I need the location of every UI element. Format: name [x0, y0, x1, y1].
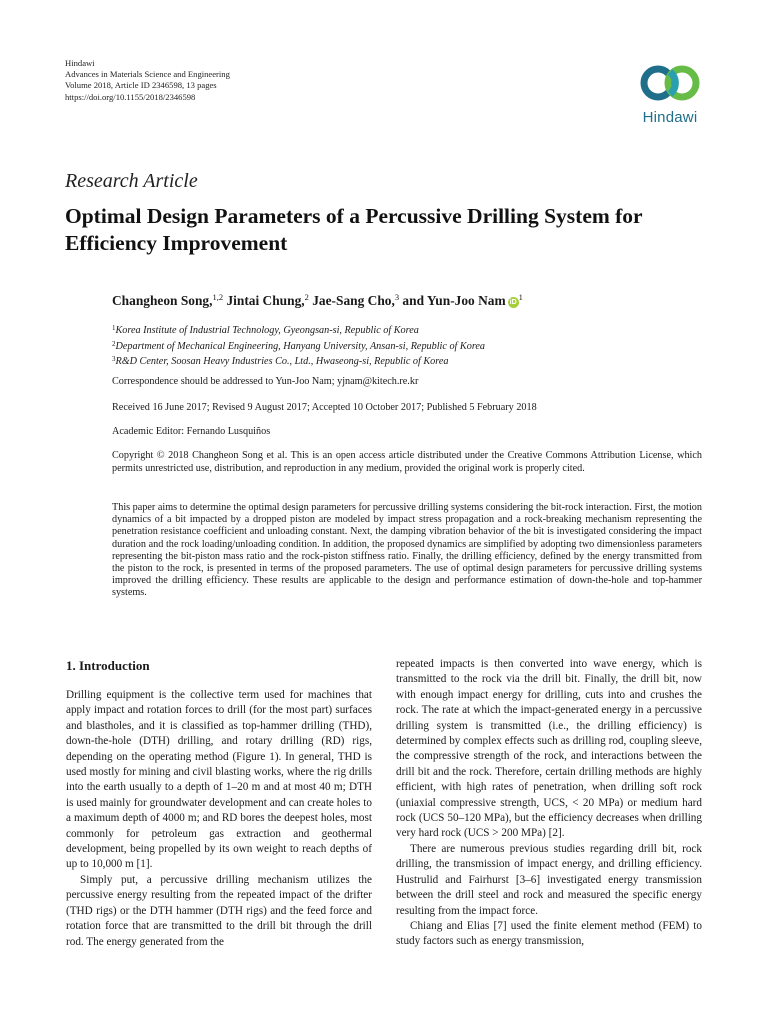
publication-dates: Received 16 June 2017; Revised 9 August 2017; Accepted 10 October 2017; Published 5 February 2018	[112, 402, 537, 413]
author-affil-sup: 1	[518, 292, 523, 302]
affiliation-text: Department of Mechanical Engineering, Hanyang University, Ansan-si, Republic of Korea	[115, 340, 486, 352]
article-type: Research Article	[65, 170, 198, 192]
hindawi-logo	[630, 55, 710, 135]
author-affil-sup: 2	[304, 292, 309, 302]
affiliation-text: R&D Center, Soosan Heavy Industries Co., Ltd., Hwaseong-si, Republic of Korea	[115, 356, 449, 368]
copyright-notice: Copyright © 2018 Changheon Song et al. This is an open access article distributed under the Creative Commons Attribution License, which permits unrestricted use, distribution, and reproduction in any medium, provided the original work is properly cited.	[112, 450, 702, 474]
body-column-left	[66, 656, 372, 950]
author-name: Jintai Chung,	[226, 293, 305, 308]
author-name: and Yun-Joo Nam	[402, 293, 506, 308]
affiliations	[112, 322, 485, 369]
affiliation-item	[112, 338, 485, 354]
body-column-right	[396, 657, 702, 950]
affiliation-sup: 3	[112, 355, 116, 364]
affiliation-sup: 1	[112, 324, 116, 332]
body-paragraph: Chiang and Elias [7] used the finite element method (FEM) to study factors such as energy transmission,	[396, 919, 702, 948]
hindawi-logo-icon	[638, 57, 702, 109]
journal-info	[65, 58, 230, 103]
affiliation-item	[112, 353, 485, 369]
author-affil-sup: 3	[394, 292, 400, 302]
body-paragraph: There are numerous previous studies regarding drill bit, rock drilling, the transmission of impact energy, and drilling efficiency. Hustrulid and Fairhurst [3–6] investigated energy transmission between the drill steel and rock and measured the specific energy resulting from the impact force.	[396, 842, 702, 917]
orcid-icon[interactable]: iD	[509, 299, 517, 306]
publisher-name: Hindawi	[65, 58, 95, 68]
author-affil-sup: 1,2	[212, 292, 224, 302]
author-list	[112, 292, 712, 309]
author-name: Jae-Sang Cho,	[312, 293, 395, 308]
logo-text: Hindawi	[642, 109, 698, 126]
doi-link[interactable]: https://doi.org/10.1155/2018/2346598	[65, 91, 196, 102]
affiliation-text: Korea Institute of Industrial Technology, Gyeongsan-si, Republic of Korea	[115, 325, 419, 336]
section-heading: 1. Introduction	[66, 658, 150, 673]
body-paragraph: repeated impacts is then converted into wave energy, which is transmitted to the rock via the drill bit. Finally, the drill bit, now with enough impact energy for drilling, cuts into and crushes the rock. The rate at which the impact-generated energy in a percussive drilling system is transmitted (i.e., the drilling efficiency) is determined by complex effects such as drilling rod, coupling sleeve, the compressive strength of the rock, and interactions between the drill bit and the rock. Therefore, certain drilling methods are highly efficient, with high rates of penetration, when drilling soft rock (uniaxial compressive strength, UCS, < 20 MPa) or medium hard rock (UCS 50–120 MPa), but the efficiency decreases when drilling very hard rock (UCS > 200 MPa) [2].	[396, 658, 702, 840]
body-paragraph: Drilling equipment is the collective term used for machines that apply impact and rotation forces to drill (for the most part) surfaces and blastholes, and it is classified as top-hammer drilling (THD), down-the-hole (DTH) drilling, and rotary drilling (RD) rigs, depending on the operating method (Figure 1). In general, THD is used mostly for mining and civil blasting works, where the rig drills into the earth usually to a depth of 1–20 m and at most 40 m; DTH is used mainly for groundwater development and can create holes to a maximum depth of 4000 m; and RD bores the deepest holes, most commonly for petroleum gas extraction and geothermal development, being propelled by its own weight to reach depths of up to 10,000 m [1].	[66, 689, 372, 871]
affiliation-item	[112, 322, 485, 338]
article-title: Optimal Design Parameters of a Percussive Drilling System for Efficiency Improvement	[65, 204, 643, 255]
academic-editor: Academic Editor: Fernando Lusquiños	[112, 426, 271, 437]
body-paragraph: Simply put, a percussive drilling mechanism utilizes the percussive energy resulting from the repeated impact of the drifter (THD rigs) or the DTH hammer (DTH rigs) and the feed force and rotation force that are transmitted to the drill bit through the drill rod. The energy generated from the	[66, 873, 372, 948]
abstract: This paper aims to determine the optimal design parameters for percussive drilling systems considering the bit-rock interaction. First, the motion dynamics of a bit impacted by a dropped piston are modeled by impact stress propagation and a rock-breaking mechanism representing the penetration resistance coefficient and unloading constant. Next, the damping vibration behavior of the bit is investigated considering the impact duration and the rock loading/unloading condition. In addition, the proposed dynamics are simplified by adopting two dimensionless parameters representing the bit-piston mass ratio and the rock-piston stiffness ratio. Finally, the drilling efficiency, defined by the energy transmitted from the piston to the rock, is presented in terms of the proposed parameters. The use of optimal design parameters for percussive drilling systems improved the drilling efficiency. These results are applicable to the design and performance estimation of down-the-hole and top-hammer systems.	[112, 502, 702, 599]
journal-name: Advances in Materials Science and Engineering	[65, 69, 230, 80]
author-name: Changheon Song,	[112, 293, 213, 308]
volume-info: Volume 2018, Article ID 2346598, 13 pages	[65, 80, 217, 91]
correspondence: Correspondence should be addressed to Yun-Joo Nam; yjnam@kitech.re.kr	[112, 376, 419, 387]
affiliation-sup: 2	[112, 339, 116, 348]
